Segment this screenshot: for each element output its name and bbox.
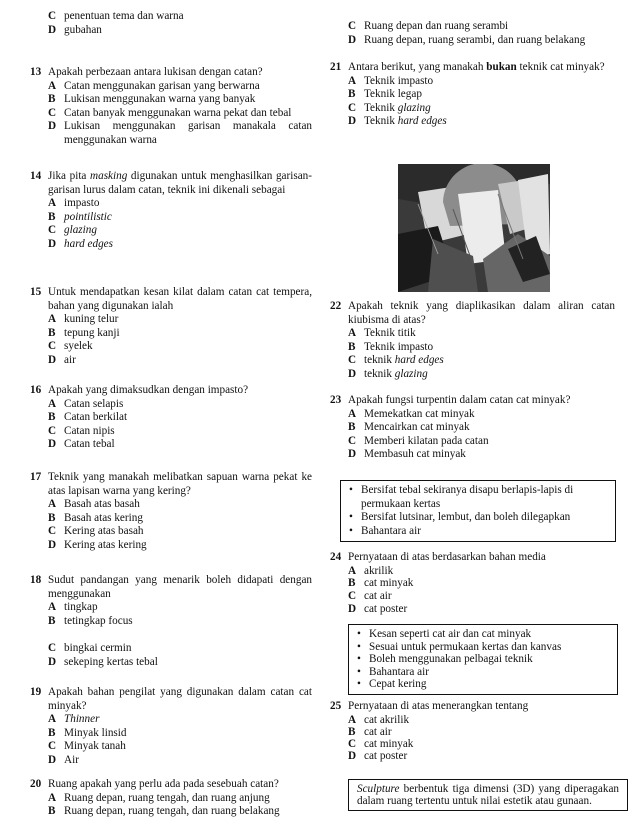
statement-item: • Bersifat tebal sekiranya disapu berlapis-lapis di permukaan kertas <box>349 484 607 511</box>
question-number: 24 <box>330 551 342 563</box>
option-b <box>30 512 312 526</box>
option-text: Catan berkilat <box>64 411 128 424</box>
option-letter: B <box>48 614 56 627</box>
option-text: sekeping kertas tebal <box>64 655 158 668</box>
option-text: Catan selapis <box>64 397 124 410</box>
option-d <box>330 115 615 129</box>
question-number: 25 <box>330 700 342 712</box>
option-letter: C <box>48 525 57 538</box>
option-letter: A <box>348 713 357 726</box>
option-b <box>30 615 312 629</box>
option-text: tepung kanji <box>64 326 120 339</box>
option-text: Catan menggunakan garisan yang berwarna <box>64 79 260 92</box>
question-text: Antara berikut, yang manakah <box>348 61 484 73</box>
option-text: Memekatkan cat minyak <box>364 407 475 420</box>
option-letter: A <box>348 327 357 340</box>
question-24 <box>330 551 615 616</box>
option-letter: A <box>48 197 57 210</box>
option-text: cat air <box>364 725 392 738</box>
option-text-italic: glazing <box>397 101 431 114</box>
option-letter: D <box>348 602 357 615</box>
question-stem <box>330 700 615 714</box>
statement-item: • Cepat kering <box>357 678 609 691</box>
option-text: cat poster <box>364 749 408 762</box>
question-stem <box>30 686 312 713</box>
option-c <box>330 738 615 750</box>
option-letter: C <box>48 224 57 237</box>
option-c <box>30 740 312 754</box>
option-text: Ruang depan, ruang tengah, dan ruang anjung <box>64 791 270 804</box>
question-stem <box>30 778 312 792</box>
question-22 <box>330 300 615 382</box>
option-letter: A <box>48 601 57 614</box>
option-text: air <box>64 353 76 366</box>
option-text: Teknik impasto <box>364 340 434 353</box>
question-number: 22 <box>330 300 342 312</box>
option-letter: B <box>48 726 56 739</box>
statement-item: • Bersifat lutsinar, lembut, dan boleh dilegapkan <box>349 511 607 525</box>
option-a <box>330 565 615 578</box>
option-text: Teknik <box>364 115 398 128</box>
statement-item: • Boleh menggunakan pelbagai teknik <box>357 653 609 666</box>
option-d <box>30 656 312 670</box>
option-text: Air <box>64 753 79 766</box>
option-d <box>30 754 312 768</box>
option-text: Basah atas basah <box>64 498 140 511</box>
option-letter: A <box>48 313 57 326</box>
option-text: Minyak linsid <box>64 726 127 739</box>
option-text: Mencairkan cat minyak <box>364 421 470 434</box>
option-a <box>30 792 312 806</box>
option-text: Lukisan menggunakan garisan manakala catan menggunakan warna <box>64 120 312 146</box>
option-text: cat minyak <box>364 737 414 750</box>
question-number: 19 <box>30 686 42 698</box>
option-letter: C <box>48 340 57 353</box>
option-a <box>30 601 312 615</box>
question-number: 13 <box>30 66 42 78</box>
option-text: Teknik legap <box>364 88 422 101</box>
option-letter: D <box>48 655 57 668</box>
option-letter: D <box>348 749 357 762</box>
option-d <box>330 750 615 762</box>
option-c <box>330 354 615 368</box>
option-b <box>330 726 615 738</box>
question-15 <box>30 286 312 368</box>
statement-item: • Bahantara air <box>357 666 609 679</box>
option-c <box>330 590 615 603</box>
statement-text: berbentuk tiga dimensi (3D) yang diperagakan dalam ruang tertentu untuk nilai estetik atau gunaan. <box>357 783 619 807</box>
option-text: Kering atas kering <box>64 538 147 551</box>
option-d <box>30 238 312 252</box>
question-18 <box>30 574 312 670</box>
q20-continued-options <box>330 20 615 47</box>
option-text: impasto <box>64 197 100 210</box>
question-number: 18 <box>30 574 42 586</box>
option-c <box>30 10 312 24</box>
question-stem <box>330 551 615 565</box>
option-letter: B <box>348 88 356 101</box>
option-letter: A <box>348 74 357 87</box>
option-letter: C <box>48 106 57 119</box>
option-text: Ruang depan, ruang serambi, dan ruang belakang <box>364 33 586 46</box>
option-letter: B <box>48 326 56 339</box>
option-a <box>30 398 312 412</box>
question-number: 20 <box>30 778 42 790</box>
question-number: 21 <box>330 61 342 73</box>
option-letter: A <box>348 564 357 577</box>
option-a <box>330 408 615 422</box>
option-text: Membasuh cat minyak <box>364 448 466 461</box>
question-19 <box>30 686 312 768</box>
option-letter: D <box>348 448 357 461</box>
option-text: Basah atas kering <box>64 511 143 524</box>
question-text: Apakah bahan pengilat yang digunakan dalam catan cat minyak? <box>48 686 312 712</box>
option-text: Teknik titik <box>364 327 416 340</box>
option-c <box>30 224 312 238</box>
option-letter: C <box>348 434 357 447</box>
option-letter: C <box>348 354 357 367</box>
option-letter: C <box>48 642 57 655</box>
question-text: Pernyataan di atas menerangkan tentang <box>348 700 529 712</box>
question-21 <box>330 61 615 129</box>
option-text: Memberi kilatan pada catan <box>364 434 489 447</box>
option-letter: B <box>48 511 56 524</box>
option-letter: B <box>348 577 356 590</box>
option-letter: D <box>48 237 57 250</box>
option-text: glazing <box>64 224 97 237</box>
question-text: teknik cat minyak? <box>519 61 605 73</box>
option-letter: C <box>348 20 357 32</box>
option-b <box>30 327 312 341</box>
option-letter: B <box>48 210 56 223</box>
question-13 <box>30 66 312 148</box>
option-text: bingkai cermin <box>64 642 132 655</box>
option-text: Ruang depan dan ruang serambi <box>364 20 509 32</box>
option-text: teknik <box>364 354 395 367</box>
option-letter: C <box>348 590 357 603</box>
option-b <box>30 411 312 425</box>
option-b <box>330 577 615 590</box>
option-text-italic: glazing <box>394 367 428 380</box>
option-d <box>330 368 615 382</box>
option-letter: D <box>48 23 57 36</box>
question-text-bold: bukan <box>486 61 517 73</box>
option-text: Minyak tanah <box>64 740 126 753</box>
option-a <box>30 197 312 211</box>
option-text: Catan tebal <box>64 438 115 451</box>
option-letter: A <box>48 791 57 804</box>
statement-box-24 <box>340 480 616 542</box>
option-d <box>30 24 312 38</box>
option-c <box>30 340 312 354</box>
option-d <box>330 34 615 48</box>
option-text: akrilik <box>364 564 394 577</box>
option-text: cat akrilik <box>364 713 410 726</box>
option-a <box>330 714 615 726</box>
option-text: Kering atas basah <box>64 525 144 538</box>
question-text: Apakah teknik yang diaplikasikan dalam aliran catan kiubisma di atas? <box>348 300 615 326</box>
question-stem <box>30 66 312 80</box>
option-b <box>30 805 312 819</box>
option-text: hard edges <box>64 237 113 250</box>
option-letter: D <box>48 353 57 366</box>
option-d <box>30 438 312 452</box>
option-text: Lukisan menggunakan warna yang banyak <box>64 93 256 106</box>
option-text: penentuan tema dan warna <box>64 10 184 22</box>
option-letter: A <box>48 79 57 92</box>
option-text: Catan nipis <box>64 424 115 437</box>
option-letter: C <box>48 10 57 22</box>
option-a <box>330 327 615 341</box>
option-letter: D <box>348 33 357 46</box>
statement-item: • Kesan seperti cat air dan cat minyak <box>357 628 609 641</box>
spacer <box>30 628 312 642</box>
option-c <box>30 642 312 656</box>
question-text: Pernyataan di atas berdasarkan bahan media <box>348 551 546 563</box>
question-stem <box>330 300 615 327</box>
option-letter: B <box>48 805 56 818</box>
option-letter: B <box>348 725 356 738</box>
option-text: syelek <box>64 340 93 353</box>
question-20 <box>30 778 312 819</box>
option-a <box>330 75 615 89</box>
option-a <box>30 80 312 94</box>
question-stem <box>30 471 312 498</box>
question-16 <box>30 384 312 452</box>
option-text-italic: hard edges <box>394 354 444 367</box>
option-text: Thinner <box>64 713 100 726</box>
option-text: gubahan <box>64 23 102 36</box>
option-text: tingkap <box>64 601 98 614</box>
option-letter: C <box>48 740 57 753</box>
option-letter: A <box>348 407 357 420</box>
option-text: Teknik <box>364 101 398 114</box>
question-text: Apakah fungsi turpentin dalam catan cat minyak? <box>348 394 571 406</box>
question-number: 23 <box>330 394 342 406</box>
option-letter: C <box>348 737 357 750</box>
question-text: Apakah yang dimaksudkan dengan impasto? <box>48 384 249 396</box>
option-letter: D <box>48 438 57 451</box>
question-stem <box>30 286 312 313</box>
question-text: Apakah perbezaan antara lukisan dengan catan? <box>48 66 263 78</box>
option-text: Teknik impasto <box>364 74 434 87</box>
question-14 <box>30 170 312 252</box>
option-a <box>30 498 312 512</box>
option-c <box>30 107 312 121</box>
cubist-painting-image <box>398 164 550 292</box>
option-text: Catan banyak menggunakan warna pekat dan tebal <box>64 106 292 119</box>
option-c <box>330 102 615 116</box>
option-b <box>30 727 312 741</box>
question-25 <box>330 700 615 762</box>
option-text: teknik <box>364 367 395 380</box>
question-stem <box>30 574 312 601</box>
option-text: Ruang depan, ruang tengah, dan ruang belakang <box>64 805 280 818</box>
option-letter: A <box>48 397 57 410</box>
option-letter: D <box>348 367 357 380</box>
option-letter: B <box>348 421 356 434</box>
option-letter: D <box>48 753 57 766</box>
question-stem <box>30 170 312 197</box>
question-number: 15 <box>30 286 42 298</box>
question-text: Jika pita <box>48 170 87 182</box>
option-b <box>330 421 615 435</box>
question-number: 16 <box>30 384 42 396</box>
option-letter: D <box>48 538 57 551</box>
option-d <box>330 448 615 462</box>
option-text: pointilistic <box>64 210 112 223</box>
option-letter: B <box>348 340 356 353</box>
option-letter: A <box>48 498 57 511</box>
option-text: kuning telur <box>64 313 119 326</box>
question-17 <box>30 471 312 553</box>
option-letter: B <box>48 93 56 106</box>
question-23 <box>330 394 615 462</box>
option-d <box>30 120 312 147</box>
option-text: cat minyak <box>364 577 414 590</box>
question-stem <box>330 394 615 408</box>
question-text: Untuk mendapatkan kesan kilat dalam catan cat tempera, bahan yang digunakan ialah <box>48 286 312 312</box>
question-stem <box>330 61 615 75</box>
option-text: cat poster <box>364 602 408 615</box>
option-letter: D <box>348 115 357 128</box>
sculpture-statement-box <box>348 779 628 811</box>
question-text-italic: masking <box>90 170 128 182</box>
option-b <box>330 341 615 355</box>
option-text: tetingkap focus <box>64 614 133 627</box>
option-b <box>30 211 312 225</box>
option-a <box>30 313 312 327</box>
statement-box-25 <box>348 624 618 695</box>
option-b <box>330 88 615 102</box>
question-text: Teknik yang manakah melibatkan sapuan warna pekat ke atas lapisan warna yang kering? <box>48 471 312 497</box>
option-b <box>30 93 312 107</box>
option-a <box>30 713 312 727</box>
option-d <box>30 354 312 368</box>
option-letter: A <box>48 713 57 726</box>
option-c <box>330 20 615 34</box>
q12-continued-options <box>30 10 312 37</box>
option-letter: B <box>48 411 56 424</box>
statement-item: • Sesuai untuk permukaan kertas dan kanvas <box>357 641 609 654</box>
question-number: 14 <box>30 170 42 182</box>
option-c <box>330 435 615 449</box>
option-d <box>30 539 312 553</box>
option-letter: C <box>48 424 57 437</box>
question-text: Sudut pandangan yang menarik boleh didapati dengan menggunakan <box>48 574 312 600</box>
question-text: digunakan untuk menghasilkan garisan-garisan lurus dalam catan, teknik ini dikenali sebagai <box>48 170 312 196</box>
option-d <box>330 603 615 616</box>
option-letter: D <box>48 120 57 133</box>
question-stem <box>30 384 312 398</box>
option-c <box>30 425 312 439</box>
statement-item: • Bahantara air <box>349 525 607 539</box>
question-text: Ruang apakah yang perlu ada pada sesebuah catan? <box>48 778 279 790</box>
option-text-italic: hard edges <box>397 115 447 128</box>
option-c <box>30 525 312 539</box>
question-number: 17 <box>30 471 42 483</box>
option-text: cat air <box>364 590 392 603</box>
option-letter: C <box>348 101 357 114</box>
statement-italic: Sculpture <box>357 783 400 795</box>
